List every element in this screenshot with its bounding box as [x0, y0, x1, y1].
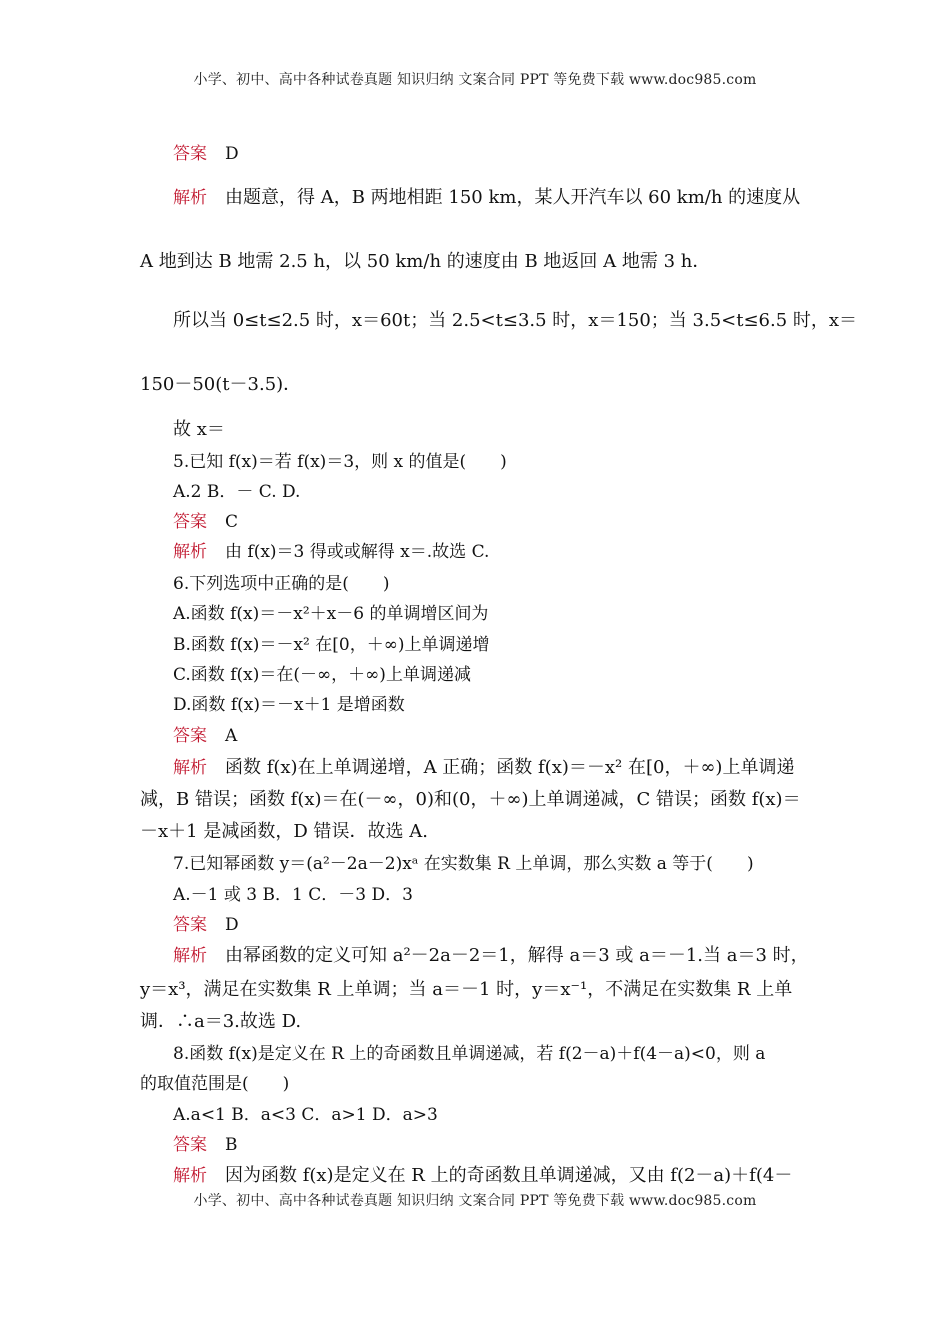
- q8-analysis-line1: 因为函数 f(x)是定义在 R 上的奇函数且单调递减，又由 f(2－a)＋f(4－: [225, 1165, 793, 1186]
- q6-analysis-line2: 减，B 错误；函数 f(x)＝在(－∞，0)和(0，＋∞)上单调递减，C 错误；函数 f(x)＝: [140, 789, 801, 810]
- page-footer: 小学、初中、高中各种试卷真题 知识归纳 文案合同 PPT 等免费下载 www.doc985.com: [193, 1193, 757, 1209]
- q7-stem: 7.已知幂函数 y＝(a²－2a－2)xᵃ 在实数集 R 上单调，那么实数 a 等于( ): [173, 854, 754, 874]
- q6-analysis-row: [173, 757, 794, 779]
- answer-label: 答案: [173, 726, 207, 746]
- q6-stem: 6.下列选项中正确的是( ): [173, 574, 390, 594]
- analysis-label: 解析: [173, 1166, 207, 1186]
- q7-options: A.－1 或 3 B．1 C．－3 D．3: [173, 885, 413, 905]
- q5-analysis: 由 f(x)＝3 得或或解得 x＝.故选 C.: [225, 542, 490, 562]
- answer-label: 答案: [173, 512, 207, 532]
- analysis-label: 解析: [173, 188, 207, 208]
- q4-analysis-row: [173, 187, 800, 209]
- q6-option-b: B.函数 f(x)＝－x² 在[0，＋∞)上单调递增: [173, 635, 490, 655]
- q4-analysis-line3: 所以当 0≤t≤2.5 时，x＝60t；当 2.5<t≤3.5 时，x＝150；当 3.5<t≤6.5 时，x＝: [173, 310, 858, 331]
- analysis-label: 解析: [173, 758, 207, 778]
- q5-options: A.2 B．－ C. D.: [173, 482, 301, 502]
- q6-option-d: D.函数 f(x)＝－x＋1 是增函数: [173, 695, 405, 715]
- q8-answer-row: [173, 1134, 238, 1156]
- analysis-label: 解析: [173, 542, 207, 562]
- q7-answer-row: [173, 914, 239, 936]
- q6-analysis-line1: 函数 f(x)在上单调递增，A 正确；函数 f(x)＝－x² 在[0，＋∞)上单调递: [225, 757, 795, 778]
- q4-analysis-line2: A 地到达 B 地需 2.5 h，以 50 km/h 的速度由 B 地返回 A 地需 3 h．: [140, 251, 711, 272]
- q7-analysis-line3: 调．∴a＝3.故选 D.: [140, 1011, 302, 1032]
- q6-option-a: A.函数 f(x)＝－x²＋x－6 的单调增区间为: [173, 604, 489, 624]
- q7-analysis-row: [173, 945, 809, 967]
- q5-stem: 5.已知 f(x)＝若 f(x)＝3，则 x 的值是( ): [173, 452, 507, 472]
- q8-stem-line1: 8.函数 f(x)是定义在 R 上的奇函数且单调递减，若 f(2－a)＋f(4－a)<0，则 a: [173, 1044, 766, 1064]
- q6-option-c: C.函数 f(x)＝在(－∞，＋∞)上单调递减: [173, 665, 471, 685]
- q8-answer: B: [225, 1135, 238, 1155]
- q4-analysis-line5: 故 x＝: [173, 419, 225, 440]
- q4-answer: D: [225, 144, 239, 164]
- q7-answer: D: [225, 915, 239, 935]
- answer-label: 答案: [173, 144, 207, 164]
- answer-label: 答案: [173, 915, 207, 935]
- q8-analysis-row: [173, 1165, 792, 1187]
- q7-analysis-line2: y＝x³，满足在实数集 R 上单调；当 a＝－1 时，y＝x⁻¹，不满足在实数集 R 上单: [140, 979, 793, 1000]
- q4-analysis-line4: 150－50(t－3.5)．: [140, 374, 302, 395]
- q7-analysis-line1: 由幂函数的定义可知 a²－2a－2＝1，解得 a＝3 或 a＝－1.当 a＝3 时，: [225, 945, 809, 966]
- q8-stem-line2: 的取值范围是( ): [140, 1074, 290, 1094]
- page-header: 小学、初中、高中各种试卷真题 知识归纳 文案合同 PPT 等免费下载 www.doc985.com: [193, 72, 757, 88]
- q6-answer: A: [225, 726, 238, 746]
- q5-answer-row: [173, 511, 238, 533]
- q6-answer-row: [173, 725, 237, 747]
- q6-analysis-line3: －x＋1 是减函数，D 错误．故选 A.: [140, 821, 428, 842]
- q8-options: A.a<1 B．a<3 C．a>1 D．a>3: [173, 1105, 438, 1125]
- q5-analysis-row: [173, 541, 489, 563]
- q4-analysis-line1: 由题意，得 A，B 两地相距 150 km，某人开汽车以 60 km/h 的速度从: [225, 187, 801, 208]
- answer-label: 答案: [173, 1135, 207, 1155]
- q4-answer-row: [173, 143, 239, 165]
- q5-answer: C: [225, 512, 239, 532]
- analysis-label: 解析: [173, 946, 207, 966]
